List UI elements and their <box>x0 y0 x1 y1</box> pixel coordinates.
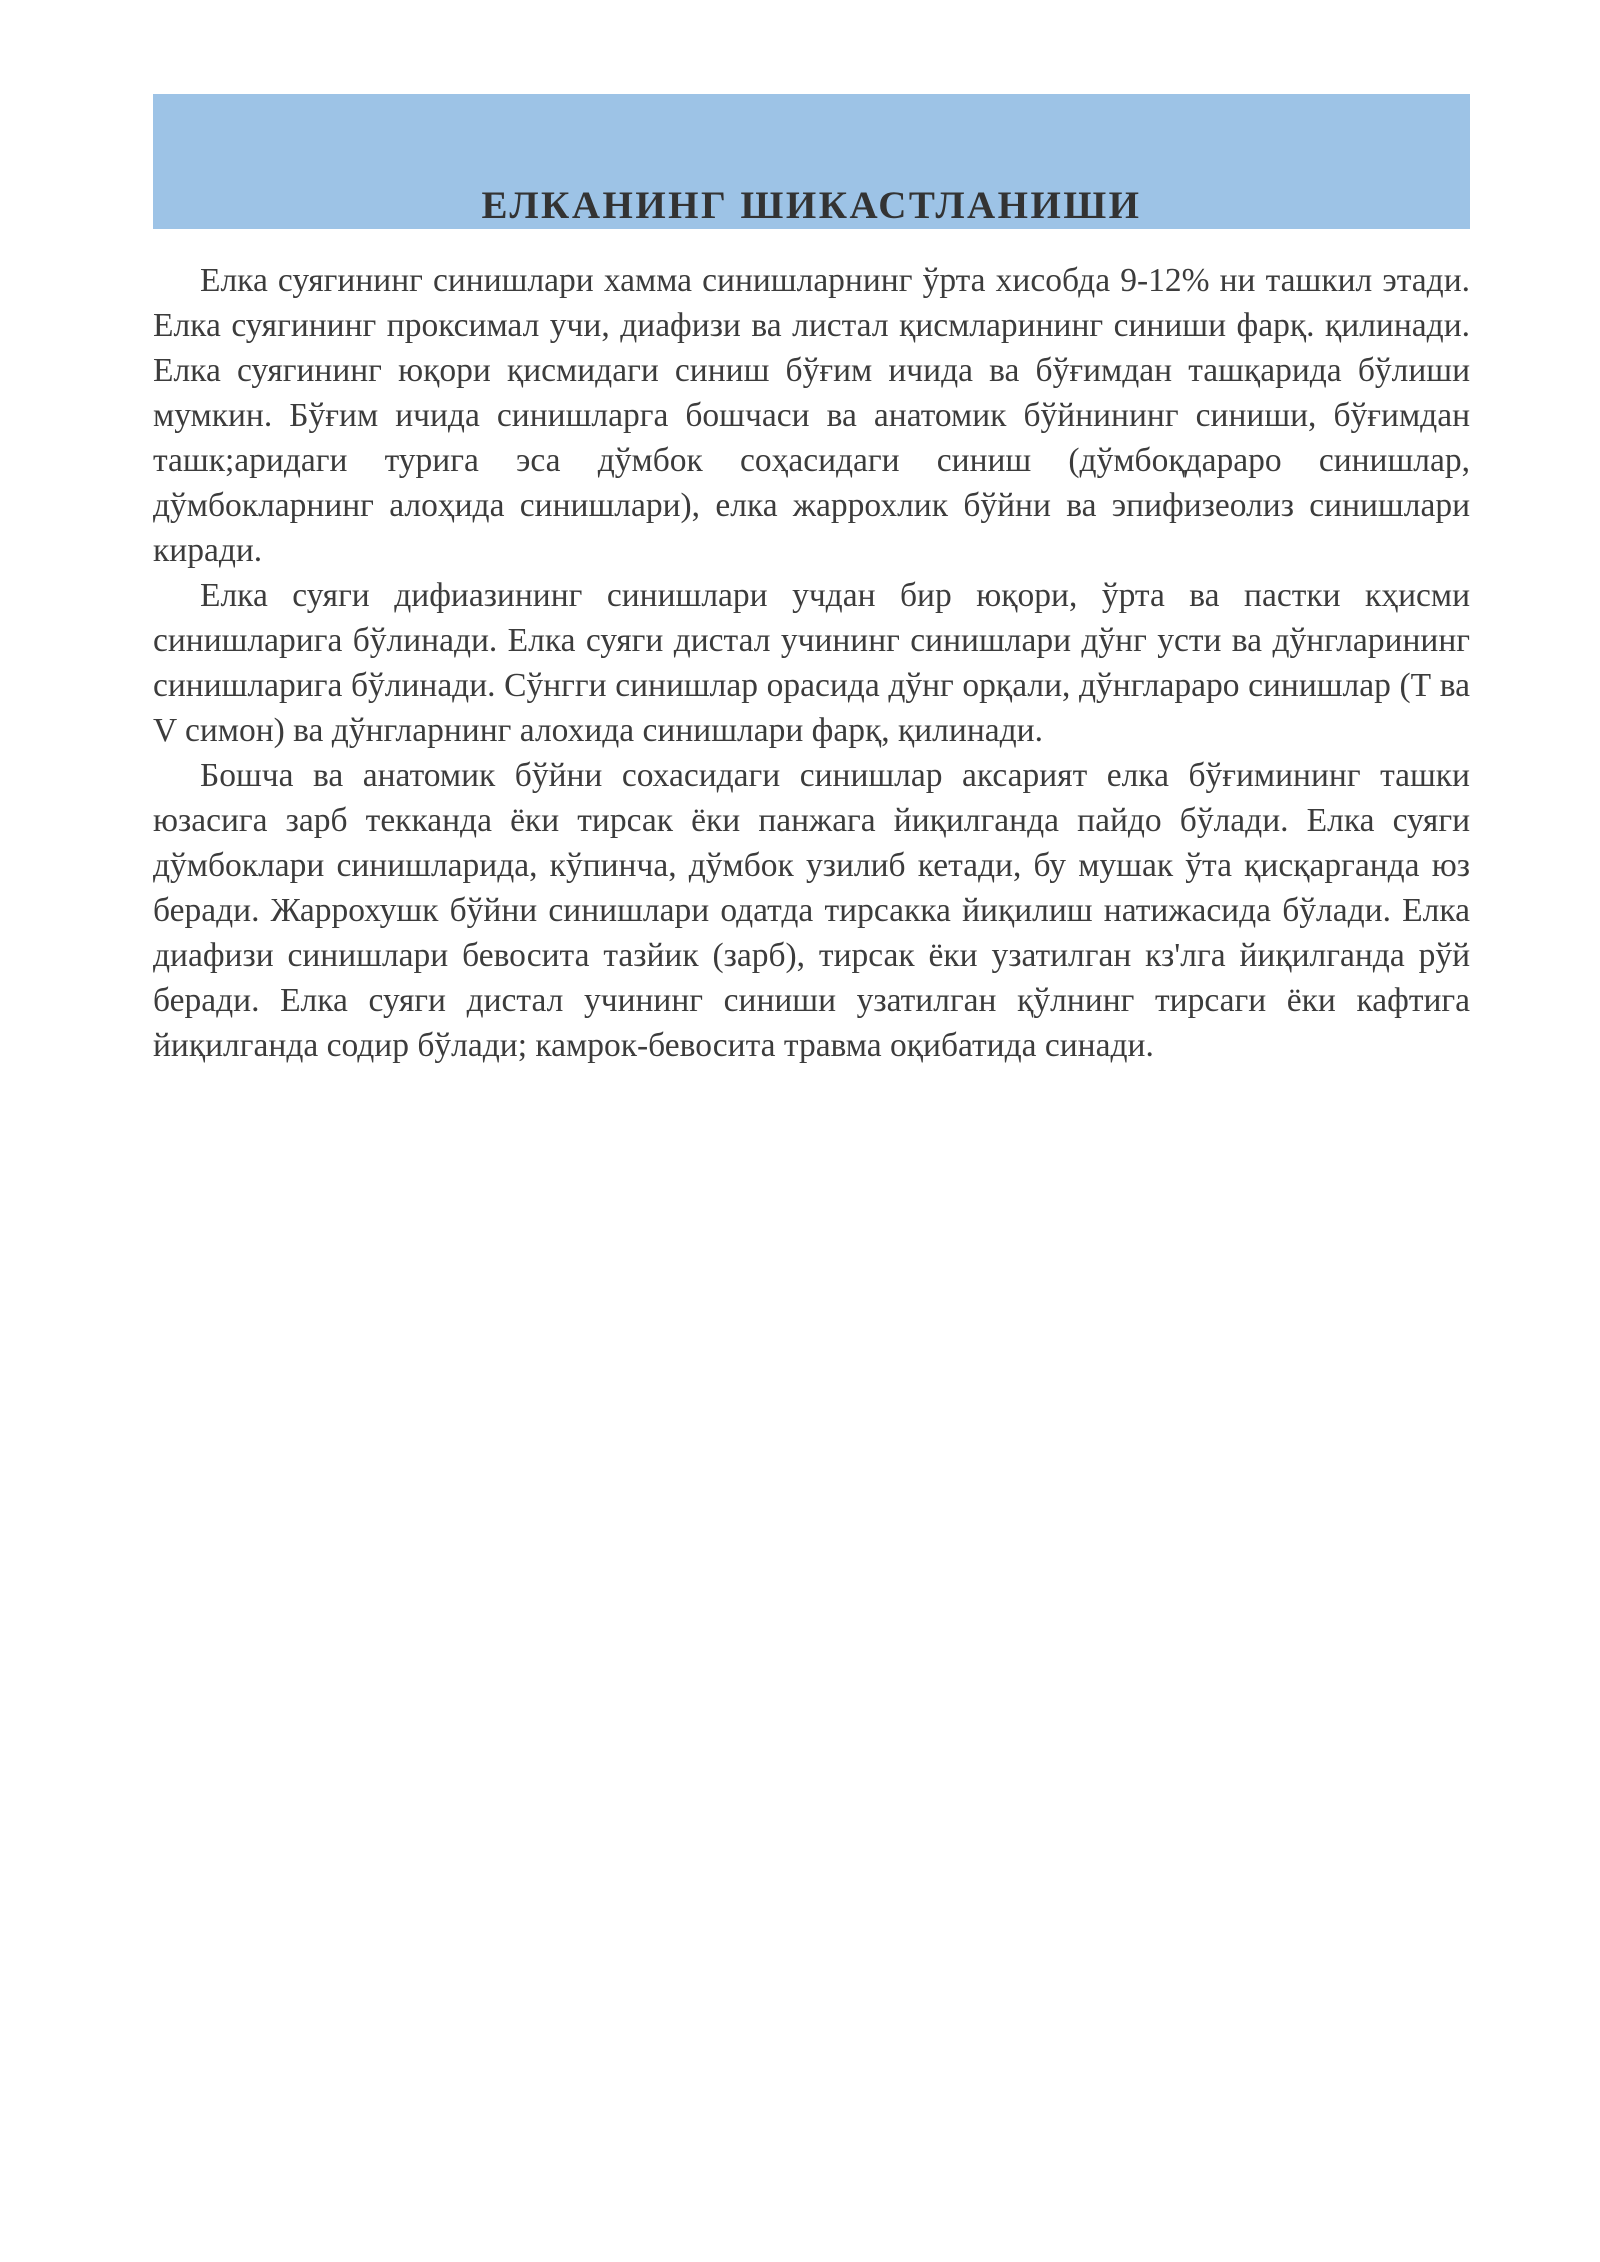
body-text <box>153 258 1470 1068</box>
paragraph-3: Бошча ва анатомик бўйни сохасидаги синишлар аксарият елка бўғимининг ташки юзасига зарб текканда ёки тирсак ёки панжага йиқилганда пайдо бўлади. Елка суяги дўмбоклари синишларида, кўпинча, дўмбок узилиб кетади, бу мушак ўта қисқарганда юз беради. Жаррохушк бўйни синишлари одатда тирсакка йиқилиш натижасида бўлади. Елка диафизи синишлари бевосита тазйик (зарб), тирсак ёки узатилган кз'лга йиқилганда рўй беради. Елка суяги дистал учининг синиши узатилган қўлнинг тирсаги ёки кафтига йиқилганда содир бўлади; камрок-бевосита травма оқибатида синади. <box>153 757 1470 1064</box>
page-title: ЕЛКАНИНГ ШИКАСТЛАНИШИ <box>481 184 1142 227</box>
paragraph-1: Елка суягининг синишлари хамма синишларнинг ўрта хисобда 9-12% ни ташкил этади. Елка суягининг проксимал учи, диафизи ва листал қисмларининг синиши фарқ. қилинади. Елка суягининг юқори қисмидаги синиш бўғим ичида ва бўғимдан ташқарида бўлиши мумкин. Бўғим ичида синишларга бошчаси ва анатомик бўйнининг синиши, бўғимдан ташк;аридаги турига эса дўмбок соҳасидаги синиш (дўмбоқдараро синишлар, дўмбокларнинг алоҳида синишлари), елка жаррохлик бўйни ва эпифизеолиз синишлари киради. <box>153 262 1470 569</box>
paragraph-2: Елка суяги дифиазининг синишлари учдан бир юқори, ўрта ва пастки кҳисми синишларига бўлинади. Елка суяги дистал учининг синишлари дўнг усти ва дўнгларининг синишларига бўлинади. Сўнгги синишлар орасида дўнг орқали, дўнглараро синишлар (Т ва V симон) ва дўнгларнинг алохида синишлари фарқ, қилинади. <box>153 577 1470 749</box>
title-banner <box>153 94 1470 229</box>
